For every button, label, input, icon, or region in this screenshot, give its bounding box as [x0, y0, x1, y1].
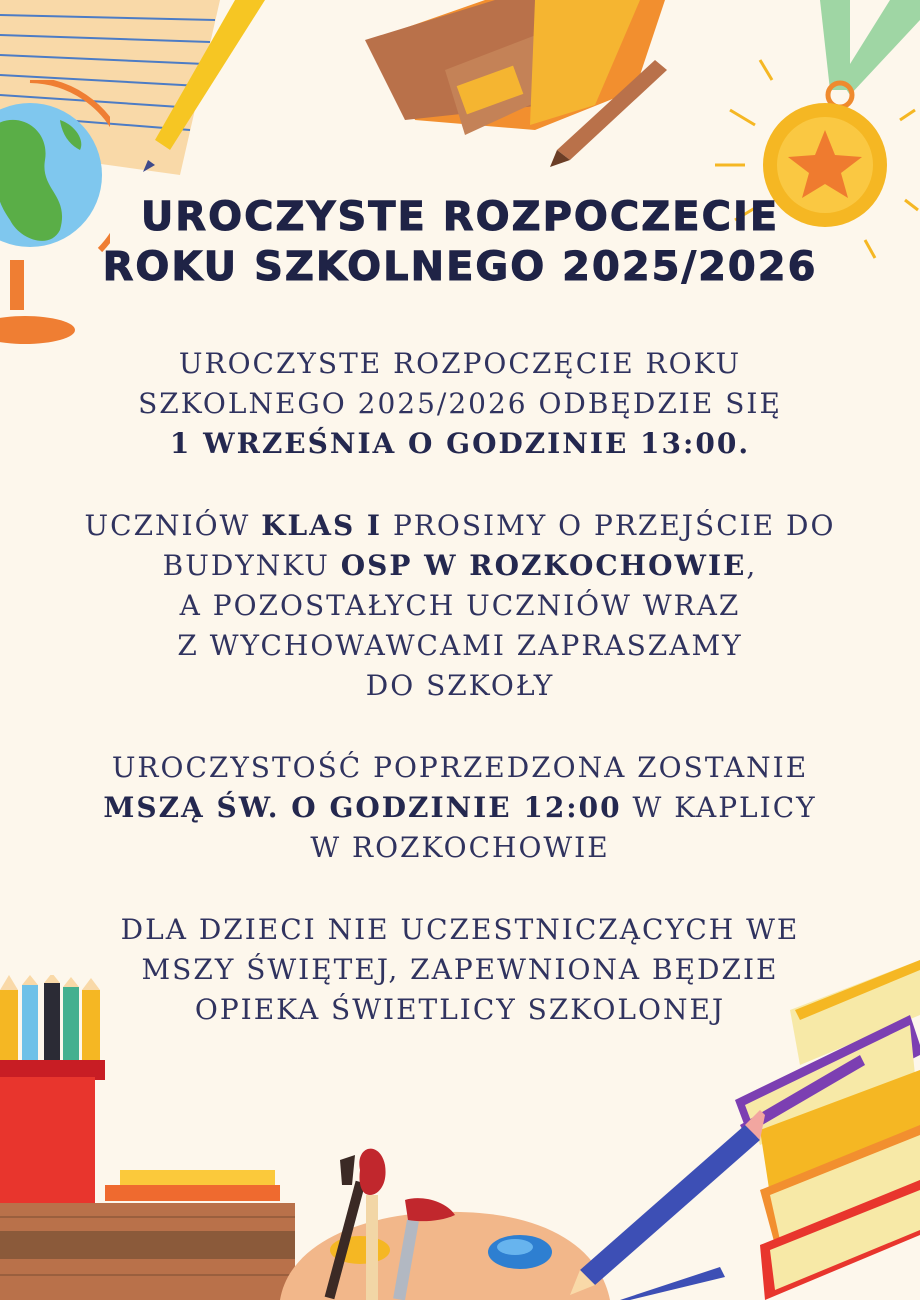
announcement-mass	[30, 748, 890, 868]
class-highlight: KLAS I	[261, 509, 383, 542]
title-line: ROKU SZKOLNEGO 2025/2026	[102, 244, 818, 290]
text-segment: ,	[746, 549, 758, 582]
text-line: UROCZYSTE ROZPOCZĘCIE ROKU	[178, 347, 742, 380]
announcement-care	[30, 910, 890, 1030]
text-line: OPIEKA ŚWIETLICY SZKOLONEJ	[194, 993, 726, 1026]
text-segment: PROSIMY O PRZEJŚCIE DO	[382, 509, 836, 542]
text-line: SZKOLNEGO 2025/2026 ODBĘDZIE SIĘ	[138, 387, 782, 420]
text-line: DLA DZIECI NIE UCZESTNICZĄCYCH WE	[120, 913, 800, 946]
text-line: W ROZKOCHOWIE	[310, 831, 610, 864]
text-segment: UCZNIÓW	[84, 509, 262, 542]
text-line: DO SZKOŁY	[365, 669, 555, 702]
paintbrush-icon	[300, 1140, 470, 1300]
event-title	[0, 192, 920, 292]
text-line: MSZY ŚWIĘTEJ, ZAPEWNIONA BĘDZIE	[141, 953, 779, 986]
location-highlight: OSP W ROZKOCHOWIE	[340, 549, 747, 582]
text-line: UROCZYSTOŚĆ POPRZEDZONA ZOSTANIE	[111, 751, 809, 784]
pencil-icon	[140, 0, 270, 175]
text-segment: BUDYNKU	[162, 549, 341, 582]
announcement-location	[30, 506, 890, 706]
book-stack-icon	[0, 1165, 300, 1300]
date-time-highlight: 1 WRZEŚNIA O GODZINIE 13:00.	[169, 427, 751, 460]
pen-icon	[545, 55, 675, 170]
text-segment: W KAPLICY	[621, 791, 817, 824]
title-line: UROCZYSTE ROZPOCZECIE	[140, 194, 780, 240]
text-line: Z WYCHOWAWCAMI ZAPRASZAMY	[177, 629, 743, 662]
mass-time-highlight: MSZĄ ŚW. O GODZINIE 12:00	[103, 791, 622, 824]
announcement-date	[30, 344, 890, 464]
text-line: A POZOSTAŁYCH UCZNIÓW WRAZ	[179, 589, 741, 622]
